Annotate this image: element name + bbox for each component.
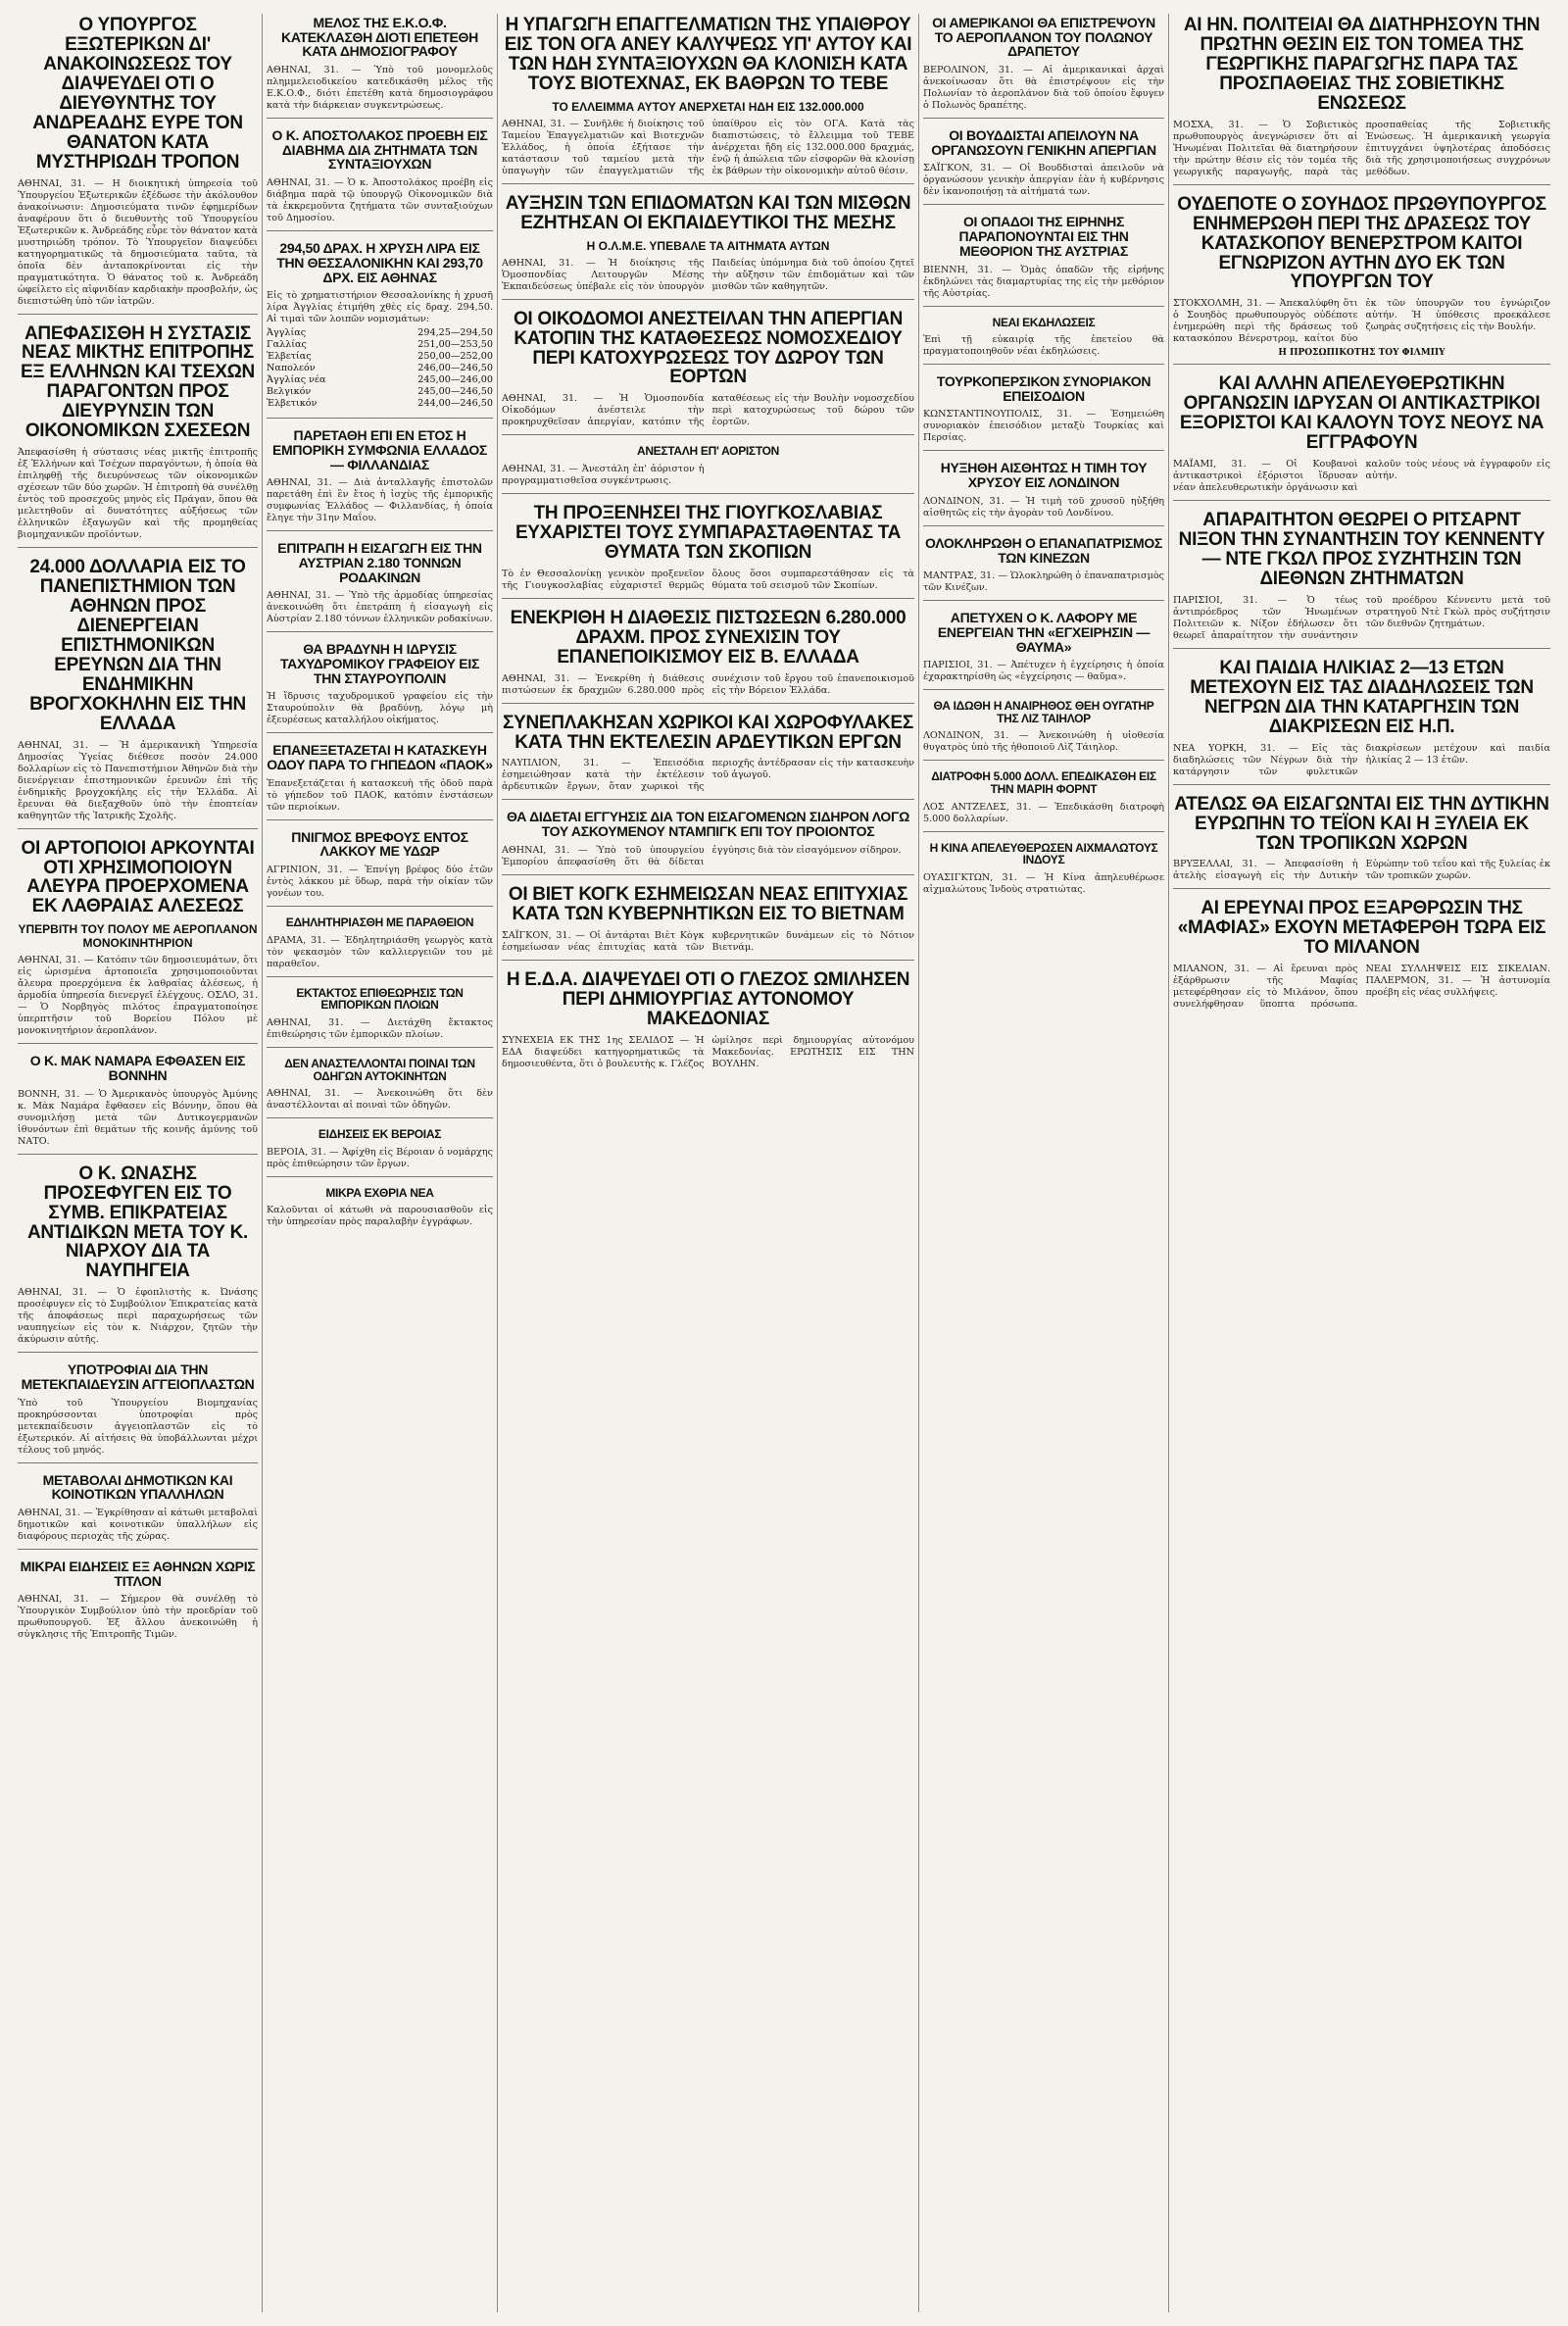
article-body: ΑΘΗΝΑΙ, 31. — Σήμερον θὰ συνέλθῃ τὸ Ὑπουργικὸν Συμβούλιον ὑπὸ τὴν προεδρίαν τοῦ πρωθυπουργοῦ. Ἐξ ἄλλου ἀνεκοινώθη ἡ σύγκλησις τῆς Ἐπιτροπῆς Τιμῶν. <box>18 1594 258 1641</box>
article-headline: ΠΝΙΓΜΟΣ ΒΡΕΦΟΥΣ ΕΝΤΟΣ ΛΑΚΚΟΥ ΜΕ ΥΔΩΡ <box>291 828 468 860</box>
article-body: ΜΙΛΑΝΟΝ, 31. — Αἱ ἔρευναι πρὸς ἐξάρθρωσιν τῆς Μαφίας μετεφέρθησαν εἰς τὸ Μιλάνον, ὅπου συνελήφθησαν ὕποπτα πρόσωπα. ΝΕΑΙ ΣΥΛΛΗΨΕΙΣ ΕΙΣ ΣΙΚΕΛΙΑΝ. ΠΑΛΕΡΜΟΝ, 31. — Ἡ ἀστυνομία προέβη εἰς νέας συλλήψεις. <box>1173 964 1550 1011</box>
article-body: Ἐπὶ τῇ εὐκαιρίᾳ τῆς ἐπετείου θὰ πραγματοποιηθοῦν νέαι ἐκδηλώσεις. <box>923 334 1164 358</box>
article-headline: ΠΑΡΕΤΑΘΗ ΕΠΙ ΕΝ ΕΤΟΣ Η ΕΜΠΟΡΙΚΗ ΣΥΜΦΩΝΙΑ ΕΛΛΑΔΟΣ — ΦΙΛΛΑΝΔΙΑΣ <box>271 427 488 472</box>
article-headline: ΑΠΕΦΑΣΙΣΘΗ Η ΣΥΣΤΑΣΙΣ ΝΕΑΣ ΜΙΚΤΗΣ ΕΠΙΤΡΟΠΗΣ ΕΞ ΕΛΛΗΝΩΝ ΚΑΙ ΤΣΕΧΩΝ ΠΑΡΑΓΟΝΤΩΝ ΠΡΟΣ ΔΙΕΥΡΥΝΣΙΝ ΤΩΝ ΟΙΚΟΝΟΜΙΚΩΝ ΣΧΕΣΕΩΝ <box>21 322 255 442</box>
article <box>1173 16 1550 185</box>
article-headline: 24.000 ΔΟΛΛΑΡΙΑ ΕΙΣ ΤΟ ΠΑΝΕΠΙΣΤΗΜΙΟΝ ΤΩΝ ΑΘΗΝΩΝ ΠΡΟΣ ΔΙΕΝΕΡΓΕΙΑΝ ΕΠΙΣΤΗΜΟΝΙΚΩΝ ΕΡΕΥΝΩΝ ΔΙΑ ΤΗΝ ΕΝΔΗΜΙΚΗΝ ΒΡΟΓΧΟΚΗΛΗΝ ΕΙΣ ΤΗΝ ΕΛΛΑΔΑ <box>29 557 246 734</box>
article <box>923 16 1164 119</box>
article-headline: ΜΙΚΡΑ ΕΧΘΡΙΑ ΝΕΑ <box>325 1185 434 1200</box>
article-body: ΔΡΑΜΑ, 31. — Ἐδηλητηριάσθη γεωργὸς κατὰ τὸν ψεκασμὸν τῶν καλλιεργειῶν του μὲ παραθεῖον. <box>267 934 493 969</box>
article-body: ΑΘΗΝΑΙ, 31. — Η διοικητική ὑπηρεσία τοῦ Ὑπουργείου Ἐξωτερικῶν ἐξέδωσε τὴν ἀκόλουθον ἀνακοίνωσιν: Δημοσιεύματα τινῶν ἐφημερίδων ἀναφέρουν ὅτι ὁ διευθυντὴς τοῦ Ὑπουργείου Ἐξωτερικῶν κ. Ἀνδρεάδης εὗρε τὸν θάνατον κατὰ μυστηριώδη τρόπον. Τὸ Ὑπουργεῖον διαψεύδει κατηγορηματικῶς τὰ δημοσιεύματα ταῦτα, τὰ ὁποῖα δὲν ἀνταποκρίνονται εἰς τὴν πραγματικότητα. Ὁ θάνατος τοῦ κ. Ἀνδρεάδη ὠφείλετο εἰς αἰφνιδίαν καρδιακὴν προσβολήν, ὡς διεπιστώθη ὑπὸ τῶν ἰατρῶν. <box>18 177 258 307</box>
article-body: Καλοῦνται οἱ κάτωθι νὰ παρουσιασθοῦν εἰς τὴν ὑπηρεσίαν πρὸς παραλαβὴν ἐγγράφων. <box>267 1205 493 1228</box>
article-headline: ΟΛΟΚΛΗΡΩΘΗ Ο ΕΠΑΝΑΠΑΤΡΙΣΜΟΣ ΤΩΝ ΚΙΝΕΖΩΝ <box>924 534 1163 566</box>
article-body: Ἀπεφασίσθη ἡ σύστασις νέας μικτῆς ἐπιτροπῆς ἐξ Ἑλλήνων καὶ Τσέχων παραγόντων, ἡ ὁποία θὰ ἐπιληφθῇ τῆς διευρύνσεως τῶν οἰκονομικῶν σχέσεων τῶν δύο χωρῶν. Ἡ ἐπιτροπὴ θὰ συνέλθῃ ἐντὸς τοῦ προσεχοῦς μηνὸς εἰς Πράγαν, ὅπου θὰ μελετηθοῦν αἱ δυνατότητες αὐξήσεως τῶν ἑλληνικῶν ἐξαγωγῶν καὶ τῆς προμηθείας βιομηχανικῶν προϊόντων. <box>18 447 258 541</box>
article <box>923 842 1164 902</box>
article-headline: ΑΠΑΡΑΙΤΗΤΟΝ ΘΕΩΡΕΙ Ο ΡΙΤΣΑΡΝΤ ΝΙΞΟΝ ΤΗΝ ΣΥΝΑΝΤΗΣΙΝ ΤΟΥ ΚΕΝΝΕΝΤΥ — ΝΤΕ ΓΚΩΛ ΠΡΟΣ ΣΥΖΗΤΗΣΙΝ ΤΩΝ ΔΙΕΘΝΩΝ ΖΗΤΗΜΑΤΩΝ <box>1178 510 1545 589</box>
price-value: 246,00—246,50 <box>417 363 493 374</box>
article <box>502 16 914 184</box>
article-body: ΑΘΗΝΑΙ, 31. — Ὁ ἐφοπλιστὴς κ. Ὠνάσης προσέφυγεν εἰς τὸ Συμβούλιον Ἐπικρατείας κατὰ τῆς ἀποφάσεως περὶ παραχωρήσεως τῶν ναυπηγείων εἰς τὸν κ. Νιάρχον, ζητῶν τὴν ἀκύρωσιν αὐτῆς. <box>18 1287 258 1346</box>
article <box>502 970 914 1076</box>
article <box>923 128 1164 205</box>
price-row <box>267 386 493 398</box>
article-body: ΝΕΑ ΥΟΡΚΗ, 31. — Εἰς τὰς διαδηλώσεις τῶν Νέγρων διὰ τὴν κατάργησιν τῶν φυλετικῶν διακρίσεων μετέχουν καὶ παιδία ἡλικίας 2 — 13 ἐτῶν. <box>1173 742 1550 777</box>
article-headline: Η ΚΙΝΑ ΑΠΕΛΕΥΘΕΡΩΣΕΝ ΑΙΧΜΑΛΩΤΟΥΣ ΙΝΔΟΥΣ <box>929 840 1158 867</box>
column-3 <box>497 14 918 2312</box>
article-body: ΣΑΪΓΚΟΝ, 31. — Οἱ Βουδδισταὶ ἀπειλοῦν νὰ ὀργανώσουν γενικὴν ἀπεργίαν ἐὰν ἡ κυβέρνησις δὲν ἱκανοποιήσῃ τὰ αἰτήματά των. <box>923 163 1164 198</box>
article-body: ΑΘΗΝΑΙ, 31. — Ἡ ἀμερικανικὴ Ὑπηρεσία Δημοσίας Ὑγείας διέθεσε ποσὸν 24.000 δολλαρίων εἰς τὸ Πανεπιστήμιον Ἀθηνῶν διὰ τὴν διενέργειαν ἐπιστημονικῶν ἐρευνῶν ἐπὶ τῆς ἐνδημικῆς βρογχοκήλης εἰς τὴν Ἑλλάδα. Αἱ ἔρευναι θὰ διεξαχθοῦν ὑπὸ τὴν ἐποπτείαν καθηγητῶν τῆς Ἰατρικῆς Σχολῆς. <box>18 739 258 821</box>
price-label: Ἑλβετίας <box>267 351 312 363</box>
price-value: 250,00—252,00 <box>417 351 493 363</box>
article <box>502 445 914 494</box>
article-body: ΑΘΗΝΑΙ, 31. — Διὰ ἀνταλλαγῆς ἐπιστολῶν παρετάθη ἐπὶ ἓν ἔτος ἡ ἰσχὺς τῆς ἐμπορικῆς συμφωνίας Ἑλλάδος — Φιλλανδίας, ἡ ὁποία ἔληγε τὴν 31ην Μαΐου. <box>267 477 493 524</box>
article-body: ΑΘΗΝΑΙ, 31. — Ἀνεκοινώθη ὅτι δὲν ἀναστέλλονται αἱ ποιναὶ τῶν ὁδηγῶν. <box>267 1088 493 1112</box>
article <box>923 374 1164 451</box>
article-body: ΑΘΗΝΑΙ, 31. — Διετάχθη ἔκτακτος ἐπιθεώρησις τῶν ἐμπορικῶν πλοίων. <box>267 1016 493 1040</box>
article-headline: ΟΙ ΑΜΕΡΙΚΑΝΟΙ ΘΑ ΕΠΙΣΤΡΕΨΟΥΝ ΤΟ ΑΕΡΟΠΛΑΝΟΝ ΤΟΥ ΠΟΛΩΝΟΥ ΔΡΑΠΕΤΟΥ <box>932 15 1155 60</box>
article <box>267 987 493 1048</box>
article-headline: ΚΑΙ ΠΑΙΔΙΑ ΗΛΙΚΙΑΣ 2—13 ΕΤΩΝ ΜΕΤΕΧΟΥΝ ΕΙΣ ΤΑΣ ΔΙΑΔΗΛΩΣΕΙΣ ΤΩΝ ΝΕΓΡΩΝ ΔΙΑ ΤΗΝ ΚΑΤΑΡΓΗΣΙΝ ΤΩΝ ΔΙΑΚΡΙΣΕΩΝ ΕΙΣ Η.Π. <box>1190 657 1534 737</box>
column-4 <box>918 14 1168 2312</box>
article <box>502 714 914 801</box>
article-body: ΑΘΗΝΑΙ, 31. — Ἐνεκρίθη ἡ διάθεσις πιστώσεων ἐκ δραχμῶν 6.280.000 πρὸς συνέχισιν τοῦ ἔργου τοῦ ἐπανεποικισμοῦ εἰς τὴν Βόρειον Ἑλλάδα. <box>502 672 914 696</box>
article-headline: Η ΥΠΑΓΩΓΗ ΕΠΑΓΓΕΛΜΑΤΙΩΝ ΤΗΣ ΥΠΑΙΘΡΟΥ ΕΙΣ ΤΟΝ ΟΓΑ ΑΝΕΥ ΚΑΛΥΨΕΩΣ ΥΠ' ΑΥΤΟΥ ΚΑΙ ΤΩΝ ΗΔΗ ΣΥΝΤΑΞΙΟΥΧΩΝ ΘΑ ΚΛΟΝΙΣΗ ΚΑΤΑ ΤΟΥΣ ΒΙΟΤΕΧΝΑΣ, ΕΚ ΒΑΘΡΩΝ ΤΟ ΤΕΒΕ <box>504 15 912 94</box>
price-label: Ἀγγλίας <box>267 327 307 339</box>
article-body: ΛΟΣ ΑΝΤΖΕΛΕΣ, 31. — Ἐπεδικάσθη διατροφὴ 5.000 δολλαρίων. <box>923 801 1164 824</box>
article <box>267 128 493 231</box>
article <box>923 461 1164 525</box>
article-body: ΑΘΗΝΑΙ, 31. — Ἀνεστάλη ἐπ' ἀόριστον ἡ προγραμματισθεῖσα συγκέντρωσις. <box>502 463 705 486</box>
article-headline: ΟΙ ΒΟΥΔΔΙΣΤΑΙ ΑΠΕΙΛΟΥΝ ΝΑ ΟΡΓΑΝΩΣΟΥΝ ΓΕΝΙΚΗΝ ΑΠΕΡΓΙΑΝ <box>931 127 1156 158</box>
article-headline: Ο ΥΠΟΥΡΓΟΣ ΕΞΩΤΕΡΙΚΩΝ ΔΙ' ΑΝΑΚΟΙΝΩΣΕΩΣ ΤΟΥ ΔΙΑΨΕΥΔΕΙ ΟΤΙ Ο ΔΙΕΥΘΥΝΤΗΣ ΤΟΥ ΑΝΔΡΕΑΔΗΣ ΕΥΡΕ ΤΟΝ ΘΑΝΑΤΟΝ ΚΑΤΑ ΜΥΣΤΗΡΙΩΔΗ ΤΡΟΠΟΝ <box>32 15 243 173</box>
article-headline: ΕΚΤΑΚΤΟΣ ΕΠΙΘΕΩΡΗΣΙΣ ΤΩΝ ΕΜΠΟΡΙΚΩΝ ΠΛΟΙΩΝ <box>296 985 464 1013</box>
article-body: ΝΑΥΠΛΙΟΝ, 31. — Ἐπεισόδια ἐσημειώθησαν κατὰ τὴν ἐκτέλεσιν ἀρδευτικῶν ἔργων, ὅταν χωρικοὶ τῆς περιοχῆς ἀντέδρασαν εἰς τὴν κατασκευὴν τοῦ ἀγωγοῦ. <box>502 758 914 793</box>
article-headline: ΑΥΞΗΣΙΝ ΤΩΝ ΕΠΙΔΟΜΑΤΩΝ ΚΑΙ ΤΩΝ ΜΙΣΘΩΝ ΕΖΗΤΗΣΑΝ ΟΙ ΕΚΠΑΙΔΕΥΤΙΚΟΙ ΤΗΣ ΜΕΣΗΣ <box>505 192 911 233</box>
article-body: ΑΘΗΝΑΙ, 31. — Συνῆλθε ἡ διοίκησις τοῦ Ταμείου Ἐπαγγελματιῶν καὶ Βιοτεχνῶν Ἑλλάδος, ἡ ὁποία ἐξήτασε τὴν κατάστασιν τοῦ ταμείου μετὰ τὴν ὑπαγωγὴν τῶν ἐπαγγελματιῶν τῆς ὑπαίθρου εἰς τὸν ΟΓΑ. Κατὰ τὰς διαπιστώσεις, τὸ ἔλλειμμα τοῦ ΤΕΒΕ ἀνέρχεται ἤδη εἰς 132.000.000 δραχμάς, ἐνῷ ἡ ἀπώλεια τῶν εἰσφορῶν θὰ κλονίσῃ ἐκ βάθρων τὴν οἰκονομικὴν αὐτοῦ θέσιν. <box>502 118 914 176</box>
price-row <box>267 398 493 410</box>
article <box>18 1054 258 1154</box>
article-body: ΜΑΝΤΡΑΣ, 31. — Ὡλοκληρώθη ὁ ἐπαναπατρισμὸς τῶν Κινέζων. <box>923 570 1164 594</box>
article-body: ΣΤΟΚΧΟΛΜΗ, 31. — Ἀπεκαλύφθη ὅτι ὁ Σουηδὸς πρωθυπουργὸς οὐδέποτε ἐνημερώθη περὶ τῆς δράσεως τοῦ κατασκόπου Βένερστρομ, καίτοι δύο ἐκ τῶν ὑπουργῶν του ἐγνώριζον αὐτήν. Ἡ ὑπόθεσις προεκάλεσε ζωηρὰς συζητήσεις εἰς τὴν Βουλήν. <box>1173 298 1550 345</box>
article-headline: ΕΠΑΝΕΞΕΤΑΖΕΤΑΙ Η ΚΑΤΑΣΚΕΥΗ ΟΔΟΥ ΠΑΡΑ ΤΟ ΓΗΠΕΔΟΝ «ΠΑΟΚ» <box>267 742 493 773</box>
price-value: 244,00—246,50 <box>417 398 493 410</box>
article <box>1173 795 1550 890</box>
article-body: ΑΘΗΝΑΙ, 31. — Ὑπὸ τοῦ ὑπουργείου Ἐμπορίου ἀπεφασίσθη ὅτι θὰ δίδεται ἐγγύησις διὰ τὸν εἰσαγόμενον σίδηρον. <box>502 844 902 867</box>
article-body: ΑΘΗΝΑΙ, 31. — Ὑπὸ τῆς ἀρμοδίας ὑπηρεσίας ἀνεκοινώθη ὅτι ἐπετράπη ἡ εἰσαγωγὴ εἰς Αὐστρίαν 2.180 τόννων ἑλληνικῶν ροδακίνων. <box>267 590 493 625</box>
article-headline: ΕΙΔΗΣΕΙΣ ΕΚ ΒΕΡΟΙΑΣ <box>318 1127 442 1142</box>
newspaper-page <box>14 14 1554 2312</box>
article-headline: ΚΑΙ ΑΛΛΗΝ ΑΠΕΛΕΥΘΕΡΩΤΙΚΗΝ ΟΡΓΑΝΩΣΙΝ ΙΔΡΥΣΑΝ ΟΙ ΑΝΤΙΚΑΣΤΡΙΚΟΙ ΕΞΟΡΙΣΤΟΙ ΚΑΙ ΚΑΛΟΥΝ ΤΟΥΣ ΝΕΟΥΣ ΝΑ ΕΓΓΡΑΦΟΥΝ <box>1179 373 1544 454</box>
article <box>923 215 1164 306</box>
article-headline: Ο Κ. ΩΝΑΣΗΣ ΠΡΟΣΕΦΥΓΕΝ ΕΙΣ ΤΟ ΣΥΜΒ. ΕΠΙΚΡΑΤΕΙΑΣ ΑΝΤΙΔΙΚΩΝ ΜΕΤΑ ΤΟΥ Κ. ΝΙΑΡΧΟΥ ΔΙΑ ΤΑ ΝΑΥΠΗΓΕΙΑ <box>26 1163 249 1282</box>
price-row <box>267 339 493 351</box>
article <box>18 839 258 1045</box>
article <box>18 1473 258 1550</box>
article-headline: ΜΙΚΡΑΙ ΕΙΔΗΣΕΙΣ ΕΞ ΑΘΗΝΩΝ ΧΩΡΙΣ ΤΙΤΛΟΝ <box>20 1559 256 1589</box>
article <box>18 16 258 315</box>
price-value: 245,00—246,50 <box>417 386 493 398</box>
price-label: Γαλλίας <box>267 339 307 351</box>
article-body: ΑΘΗΝΑΙ, 31. — Ἐγκρίθησαν αἱ κάτωθι μεταβολαὶ δημοτικῶν καὶ κοινοτικῶν ὑπαλλήλων εἰς διαφόρους περιοχὰς τῆς χώρας. <box>18 1508 258 1543</box>
price-row <box>267 374 493 386</box>
price-list <box>267 327 493 410</box>
article-subhead: ΥΠΕΡΒΙΤΗ ΤΟΥ ΠΟΛΟΥ ΜΕ ΑΕΡΟΠΛΑΝΟΝ ΜΟΝΟΚΙΝΗΤΗΡΙΟΝ <box>18 922 258 951</box>
article-headline: ΟΙ ΟΠΑΔΟΙ ΤΗΣ ΕΙΡΗΝΗΣ ΠΑΡΑΠΟΝΟΥΝΤΑΙ ΕΙΣ ΤΗΝ ΜΕΘΟΡΙΟΝ ΤΗΣ ΑΥΣΤΡΙΑΣ <box>958 214 1129 259</box>
article <box>923 317 1164 366</box>
article-headline: ΘΑ ΙΔΩΘΗ Η ΑΝΑΙΡΗΘΟΣ ΘΕΗ ΟΥΓΑΤΗΡ ΤΗΣ ΛΙΖ ΤΑΙΗΛΟΡ <box>933 699 1154 725</box>
article-headline: Ο Κ. ΜΑΚ ΝΑΜΑΡΑ ΕΦΘΑΣΕΝ ΕΙΣ ΒΟΝΝΗΝ <box>29 1053 246 1083</box>
article-headline: ΑΠΕΤΥΧΕΝ Ο Κ. ΛΑΦΟΡΥ ΜΕ ΕΝΕΡΓΕΙΑΝ ΤΗΝ «ΕΓΧΕΙΡΗΣΙΝ — ΘΑΥΜΑ» <box>937 610 1151 655</box>
article-headline: ΟΙ ΑΡΤΟΠΟΙΟΙ ΑΡΚΟΥΝΤΑΙ ΟΤΙ ΧΡΗΣΙΜΟΠΟΙΟΥΝ ΑΛΕΥΡΑ ΠΡΟΕΡΧΟΜΕΝΑ ΕΚ ΛΑΘΡΑΙΑΣ ΑΛΕΣΕΩΣ <box>21 837 255 917</box>
price-value: 294,25—294,50 <box>417 327 493 339</box>
article-headline: ΟΥΔΕΠΟΤΕ Ο ΣΟΥΗΔΟΣ ΠΡΩΘΥΠΟΥΡΓΟΣ ΕΝΗΜΕΡΩΘΗ ΠΕΡΙ ΤΗΣ ΔΡΑΣΕΩΣ ΤΟΥ ΚΑΤΑΣΚΟΠΟΥ ΒΕΝΕΡΣΤΡΟΜ ΚΑΙΤΟΙ ΕΓΝΩΡΙΖΟΝ ΑΥΤΗΝ ΔΥΟ ΕΚ ΤΩΝ ΥΠΟΥΡΓΩΝ ΤΟΥ <box>1177 193 1546 293</box>
article-headline: ΜΕΛΟΣ ΤΗΣ Ε.Κ.Ο.Φ. ΚΑΤΕΚΛΑΣΘΗ ΔΙΟΤΙ ΕΠΕΤΕΘΗ ΚΑΤΑ ΔΗΜΟΣΙΟΓΡΑΦΟΥ <box>281 15 478 60</box>
article-headline: ΘΑ ΒΡΑΔΥΝΗ Η ΙΔΡΥΣΙΣ ΤΑΧΥΔΡΟΜΙΚΟΥ ΓΡΑΦΕΙΟΥ ΕΙΣ ΤΗΝ ΣΤΑΥΡΟΥΠΟΛΙΝ <box>279 641 480 686</box>
article <box>502 609 914 704</box>
article <box>267 1128 493 1177</box>
article <box>502 310 914 436</box>
article-body: ΑΓΡΙΝΙΟΝ, 31. — Ἐπνίγη βρέφος δύο ἐτῶν ἐντὸς λάκκου μὲ ὕδωρ, παρὰ τὴν οἰκίαν τῶν γονέων του. <box>267 865 493 900</box>
price-label: Βελγικόν <box>267 386 312 398</box>
article-body: ΣΥΝΕΧΕΙΑ ΕΚ ΤΗΣ 1ης ΣΕΛΙΔΟΣ — Ἡ ΕΔΑ διαψεύδει κατηγορηματικῶς τὰ δημοσιευθέντα, ὅτι ὁ βουλευτὴς κ. Γλέζος ὡμίλησε περὶ δημιουργίας αὐτονόμου Μακεδονίας. ΕΡΩΤΗΣΙΣ ΕΙΣ ΤΗΝ ΒΟΥΛΗΝ. <box>502 1034 914 1069</box>
article-body: ΒΡΥΞΕΛΛΑΙ, 31. — Ἀπεφασίσθη ἡ ἀτελὴς εἰσαγωγὴ εἰς τὴν Δυτικὴν Εὐρώπην τοῦ τεΐου καὶ τῆς ξυλείας ἐκ τῶν τροπικῶν χωρῶν. <box>1173 859 1550 882</box>
article <box>502 194 914 300</box>
article-body: Τὸ ἐν Θεσσαλονίκῃ γενικὸν προξενεῖον τῆς Γιουγκοσλαβίας εὐχαριστεῖ θερμῶς ὅλους ὅσοι συμπαρεστάθησαν εἰς τὰ θύματα τοῦ σεισμοῦ τῶν Σκοπίων. <box>502 568 914 591</box>
column-2 <box>262 14 497 2312</box>
article <box>267 743 493 819</box>
article <box>502 504 914 599</box>
article <box>923 700 1164 761</box>
article-headline: ΑΙ ΗΝ. ΠΟΛΙΤΕΙΑΙ ΘΑ ΔΙΑΤΗΡΗΣΟΥΝ ΤΗΝ ΠΡΩΤΗΝ ΘΕΣΙΝ ΕΙΣ ΤΟΝ ΤΟΜΕΑ ΤΗΣ ΓΕΩΡΓΙΚΗΣ ΠΑΡΑΓΩΓΗΣ ΠΑΡΑ ΤΑΣ ΠΡΟΣΠΑΘΕΙΑΣ ΤΗΣ ΣΟΒΙΕΤΙΚΗΣ ΕΝΩΣΕΩΣ <box>1183 15 1541 114</box>
article-body: ΛΟΝΔΙΝΟΝ, 31. — Ἀνεκοινώθη ἡ υἱοθεσία θυγατρὸς ὑπὸ τῆς ἠθοποιοῦ Λὶζ Τάιηλορ. <box>923 730 1164 754</box>
article-body: ΜΟΣΧΑ, 31. — Ὁ Σοβιετικὸς πρωθυπουργὸς ἀνεγνώρισεν ὅτι αἱ Ἡνωμέναι Πολιτεῖαι θὰ διατηρήσουν τὴν πρώτην θέσιν εἰς τὸν τομέα τῆς γεωργικῆς παραγωγῆς, παρὰ τὰς προσπαθείας τῆς Σοβιετικῆς Ἑνώσεως. Ἡ ἀμερικανικὴ γεωργία ἐπιτυγχάνει ὑψηλοτέρας ἀποδόσεις διὰ τῆς χρησιμοποιήσεως συγχρόνων μεθόδων. <box>1173 119 1550 177</box>
article-headline: ΣΥΝΕΠΛΑΚΗΣΑΝ ΧΩΡΙΚΟΙ ΚΑΙ ΧΩΡΟΦΥΛΑΚΕΣ ΚΑΤΑ ΤΗΝ ΕΚΤΕΛΕΣΙΝ ΑΡΔΕΥΤΙΚΩΝ ΕΡΓΩΝ <box>503 712 913 753</box>
article-headline: ΕΝΕΚΡΙΘΗ Η ΔΙΑΘΕΣΙΣ ΠΙΣΤΩΣΕΩΝ 6.280.000 ΔΡΑΧΜ. ΠΡΟΣ ΣΥΝΕΧΙΣΙΝ ΤΟΥ ΕΠΑΝΕΠΟΙΚΙΣΜΟΥ ΕΙΣ Β. ΕΛΛΑΔΑ <box>510 607 906 668</box>
article-headline: ΔΙΑΤΡΟΦΗ 5.000 ΔΟΛΛ. ΕΠΕΔΙΚΑΣΘΗ ΕΙΣ ΤΗΝ ΜΑΡΙΗ ΦΟΡΝΤ <box>931 769 1156 797</box>
column-1 <box>14 14 262 2312</box>
article <box>267 16 493 119</box>
article-body: ΠΑΡΙΣΙΟΙ, 31. — Ὁ τέως ἀντιπρόεδρος τῶν Ἡνωμένων Πολιτειῶν κ. Νίξον ἐδήλωσεν ὅτι θεωρεῖ ἀπαραίτητον τὴν συνάντησιν τοῦ προέδρου Κέννεντυ μετὰ τοῦ στρατηγοῦ Ντὲ Γκὼλ πρὸς συζήτησιν τῶν διεθνῶν ζητημάτων. <box>1173 594 1550 641</box>
article <box>18 558 258 828</box>
article-body: ΑΘΗΝΑΙ, 31. — Ἡ διοίκησις τῆς Ὁμοσπονδίας Λειτουργῶν Μέσης Ἐκπαιδεύσεως ὑπέβαλε εἰς τὸν ὑπουργὸν Παιδείας ὑπόμνημα διὰ τοῦ ὁποίου ζητεῖ τὴν αὔξησιν τῶν ἐπιδομάτων καὶ τῶν μισθῶν τῶν καθηγητῶν. <box>502 257 914 292</box>
article-headline: ΔΕΝ ΑΝΑΣΤΕΛΛΟΝΤΑΙ ΠΟΙΝΑΙ ΤΩΝ ΟΔΗΓΩΝ ΑΥΤΟΚΙΝΗΤΩΝ <box>284 1056 475 1083</box>
article-body: ΟΥΑΣΙΓΚΤΩΝ, 31. — Ἡ Κίνα ἀπηλευθέρωσε αἰχμαλώτους Ἰνδοὺς στρατιώτας. <box>923 871 1164 895</box>
article-headline: ΑΙ ΕΡΕΥΝΑΙ ΠΡΟΣ ΕΞΑΡΘΡΩΣΙΝ ΤΗΣ «ΜΑΦΙΑΣ» ΕΧΟΥΝ ΜΕΤΑΦΕΡΘΗ ΤΩΡΑ ΕΙΣ ΤΟ ΜΙΛΑΝΟΝ <box>1177 898 1546 959</box>
article <box>923 536 1164 601</box>
article-body: ΒΙΕΝΝΗ, 31. — Ὁμὰς ὀπαδῶν τῆς εἰρήνης ἐκδηλώνει τὰς διαμαρτυρίας της εἰς τὴν μεθόριον τῆς Αὐστρίας. <box>923 264 1164 299</box>
article-headline: ΑΤΕΛΩΣ ΘΑ ΕΙΣΑΓΩΝΤΑΙ ΕΙΣ ΤΗΝ ΔΥΤΙΚΗΝ ΕΥΡΩΠΗΝ ΤΟ ΤΕΪΟΝ ΚΑΙ Η ΞΥΛΕΙΑ ΕΚ ΤΩΝ ΤΡΟΠΙΚΩΝ ΧΩΡΩΝ <box>1174 793 1549 854</box>
article-body: ΚΩΝΣΤΑΝΤΙΝΟΥΠΟΛΙΣ, 31. — Ἐσημειώθη συνοριακὸν ἐπεισόδιον μεταξὺ Τουρκίας καὶ Περσίας. <box>923 409 1164 444</box>
article-headline: ΗΥΞΗΘΗ ΑΙΣΘΗΤΩΣ Η ΤΙΜΗ ΤΟΥ ΧΡΥΣΟΥ ΕΙΣ ΛΟΝΔΙΝΟΝ <box>940 460 1148 491</box>
article <box>267 1058 493 1118</box>
article-body: ΠΑΡΙΣΙΟΙ, 31. — Ἀπέτυχεν ἡ ἐγχείρησις ἡ ὁποία ἐχαρακτηρίσθη ὡς «ἐγχείρησις — θαῦμα». <box>923 660 1164 683</box>
price-label: Ναπολεόν <box>267 363 316 374</box>
price-row <box>267 327 493 339</box>
article <box>267 541 493 632</box>
article <box>18 324 258 549</box>
article-headline: ΘΑ ΔΙΔΕΤΑΙ ΕΓΓΥΗΣΙΣ ΔΙΑ ΤΟΝ ΕΙΣΑΓΟΜΕΝΩΝ ΣΙΔΗΡΟΝ ΛΟΓΩ ΤΟΥ ΑΣΚΟΥΜΕΝΟΥ ΝΤΑΜΠΙΓΚ ΕΠΙ ΤΟΥ ΠΡΟΙΟΝΤΟΣ <box>506 809 909 840</box>
article <box>18 1362 258 1462</box>
article <box>267 916 493 977</box>
article <box>1173 511 1550 649</box>
price-label: Ἑλβετικόν <box>267 398 318 410</box>
article-headline: ΑΝΕΣΤΑΛΗ ΕΠ' ΑΟΡΙΣΤΟΝ <box>636 444 780 459</box>
article <box>502 810 914 874</box>
article <box>502 885 914 961</box>
article-body: ΛΟΝΔΙΝΟΝ, 31. — Ἡ τιμὴ τοῦ χρυσοῦ ηὐξήθη αἰσθητῶς εἰς τὴν ἀγορὰν τοῦ Λονδίνου. <box>923 495 1164 519</box>
article-subhead: Η Ο.Λ.Μ.Ε. ΥΠΕΒΑΛΕ ΤΑ ΑΙΤΗΜΑΤΑ ΑΥΤΩΝ <box>586 238 830 253</box>
article-headline: ΤΗ ΠΡΟΞΕΝΗΣΕΙ ΤΗΣ ΓΙΟΥΓΚΟΣΛΑΒΙΑΣ ΕΥΧΑΡΙΣΤΕΙ ΤΟΥΣ ΣΥΜΠΑΡΑΣΤΑΘΕΝΤΑΣ ΤΑ ΘΥΜΑΤΑ ΤΩΝ ΣΚΟΠΙΩΝ <box>514 502 902 563</box>
article <box>1173 195 1550 366</box>
article-body: ΑΘΗΝΑΙ, 31. — Ὁ κ. Ἀποστολάκος προέβη εἰς διάβημα παρὰ τῷ ὑπουργῷ Οἰκονομικῶν διὰ τὰ ἐκκρεμοῦντα ζητήματα τῶν συνταξιούχων τοῦ Δημοσίου. <box>267 177 493 224</box>
article <box>18 1164 258 1354</box>
article-subhead: ΤΟ ΕΛΛΕΙΜΜΑ ΑΥΤΟΥ ΑΝΕΡΧΕΤΑΙ ΗΔΗ ΕΙΣ 132.000.000 <box>552 99 864 114</box>
article-headline: ΜΕΤΑΒΟΛΑΙ ΔΗΜΟΤΙΚΩΝ ΚΑΙ ΚΟΙΝΟΤΙΚΩΝ ΥΠΑΛΛΗΛΩΝ <box>42 1471 233 1503</box>
article <box>923 770 1164 831</box>
article-body: ΜΑΪΑΜΙ, 31. — Οἱ Κουβανοὶ ἀντικαστρικοὶ ἐξόριστοι ἵδρυσαν νέαν ἀπελευθερωτικὴν ὀργάνωσιν καὶ καλοῦν τοὺς νέους νὰ ἐγγραφοῦν εἰς αὐτήν. <box>1173 459 1550 494</box>
article <box>1173 899 1550 1016</box>
article <box>1173 374 1550 501</box>
article-body: Ἡ ἵδρυσις ταχυδρομικοῦ γραφείου εἰς τὴν Σταυρούπολιν θὰ βραδύνῃ, λόγῳ μὴ ἐξευρέσεως καταλλήλου οἰκήματος. <box>267 691 493 726</box>
price-row <box>267 363 493 374</box>
article-headline: ΝΕΑΙ ΕΚΔΗΛΩΣΕΙΣ <box>992 315 1096 329</box>
article <box>1173 659 1550 785</box>
article-body: ΑΘΗΝΑΙ, 31. — Ἡ Ὁμοσπονδία Οἰκοδόμων ἀνέστειλε τὴν προκηρυχθεῖσαν ἀπεργίαν, κατόπιν τῆς καταθέσεως εἰς τὴν Βουλὴν νομοσχεδίου περὶ κατοχυρώσεως τοῦ δώρου τῶν ἑορτῶν. <box>502 393 914 428</box>
column-5 <box>1168 14 1554 2312</box>
article-body: Εἰς τὸ χρηματιστήριον Θεσσαλονίκης ἡ χρυσῆ λίρα Ἀγγλίας ἐτιμήθη χθὲς εἰς δραχ. 294,50. Αἱ τιμαὶ τῶν λοιπῶν νομισμάτων: <box>267 290 493 325</box>
article-body: Ὑπὸ τοῦ Ὑπουργείου Βιομηχανίας προκηρύσσονται ὑποτροφίαι πρὸς μετεκπαίδευσιν ἀγγειοπλαστῶν εἰς τὸ ἐξωτερικόν. Αἱ αἰτήσεις θὰ ὑποβάλλωνται μέχρι τέλους τοῦ μηνός. <box>18 1397 258 1456</box>
price-label: Ἀγγλίας νέα <box>267 374 326 386</box>
article-headline: ΟΙ ΒΙΕΤ ΚΟΓΚ ΕΣΗΜΕΙΩΣΑΝ ΝΕΑΣ ΕΠΙΤΥΧΙΑΣ ΚΑΤΑ ΤΩΝ ΚΥΒΕΡΝΗΤΙΚΩΝ ΕΙΣ ΤΟ ΒΙΕΤΝΑΜ <box>508 883 908 924</box>
article-headline: ΤΟΥΡΚΟΠΕΡΣΙΚΟΝ ΣΥΝΟΡΙΑΚΟΝ ΕΠΕΙΣΟΔΙΟΝ <box>936 373 1152 404</box>
price-value: 251,00—253,50 <box>417 339 493 351</box>
article <box>18 1559 258 1647</box>
price-row <box>267 351 493 363</box>
article-body: Ἐπανεξετάζεται ἡ κατασκευὴ τῆς ὁδοῦ παρὰ τὸ γήπεδον τοῦ ΠΑΟΚ, κατόπιν ἐνστάσεων τῶν περιοίκων. <box>267 777 493 813</box>
article <box>267 642 493 733</box>
article-headline: ΥΠΟΤΡΟΦΙΑΙ ΔΙΑ ΤΗΝ ΜΕΤΕΚΠΑΙΔΕΥΣΙΝ ΑΓΓΕΙΟΠΛΑΣΤΩΝ <box>21 1361 255 1392</box>
article-body: ΣΑΪΓΚΟΝ, 31. — Οἱ ἀντάρται Βιὲτ Κὸγκ ἐσημείωσαν νέας ἐπιτυχίας κατὰ τῶν κυβερνητικῶν δυνάμεων εἰς τὸ Νότιον Βιετνάμ. <box>502 929 914 953</box>
article-body: ΑΘΗΝΑΙ, 31. — Κατόπιν τῶν δημοσιευμάτων, ὅτι εἰς ὡρισμένα ἀρτοποιεῖα χρησιμοποιοῦνται ἄλευρα προερχόμενα ἐκ λαθραίας ἀλέσεως, ἡ ἀρμοδία ὑπηρεσία διενεργεῖ ἐλέγχους. ΟΣΛΟ, 31. — Ὁ Νορβηγὸς πιλότος ἐπραγματοποίησε ὑπερπτῆσιν τοῦ Βορείου Πόλου μὲ μονοκινητήριον ἀεροπλάνον. <box>18 955 258 1037</box>
article-headline: Ο Κ. ΑΠΟΣΤΟΛΑΚΟΣ ΠΡΟΕΒΗ ΕΙΣ ΔΙΑΒΗΜΑ ΔΙΑ ΖΗΤΗΜΑΤΑ ΤΩΝ ΣΥΝΤΑΞΙΟΥΧΩΝ <box>271 127 488 173</box>
article-headline: Η Ε.Δ.Α. ΔΙΑΨΕΥΔΕΙ ΟΤΙ Ο ΓΛΕΖΟΣ ΩΜΙΛΗΣΕΝ ΠΕΡΙ ΔΗΜΙΟΥΡΓΙΑΣ ΑΥΤΟΝΟΜΟΥ ΜΑΚΕΔΟΝΙΑΣ <box>506 968 910 1029</box>
article-headline: ΕΔΗΛΗΤΗΡΙΑΣΘΗ ΜΕ ΠΑΡΑΘΕΙΟΝ <box>285 916 474 930</box>
article-body: ΒΕΡΟΛΙΝΟΝ, 31. — Αἱ ἀμερικανικαὶ ἀρχαὶ ἀνεκοίνωσαν ὅτι θὰ ἐπιστρέψουν εἰς τὴν Πολωνίαν τὸ ἀεροπλάνον διὰ τοῦ ὁποίου ἔφυγεν ὁ Πολωνὸς δραπέτης. <box>923 65 1164 112</box>
article-body: ΑΘΗΝΑΙ, 31. — Ὑπὸ τοῦ μονομελοῦς πλημμελειοδικείου κατεδικάσθη μέλος τῆς Ε.Κ.Ο.Φ., διότι ἐπετέθη κατὰ δημοσιογράφου κατὰ τὴν διάρκειαν συγκεντρώσεως. <box>267 65 493 112</box>
article <box>267 1187 493 1235</box>
article-headline: ΕΠΙΤΡΑΠΗ Η ΕΙΣΑΓΩΓΗ ΕΙΣ ΤΗΝ ΑΥΣΤΡΙΑΝ 2.180 ΤΟΝΝΩΝ ΡΟΔΑΚΙΝΩΝ <box>277 540 482 585</box>
article-body: ΒΟΝΝΗ, 31. — Ὁ Ἀμερικανὸς ὑπουργὸς Ἀμύνης κ. Μὰκ Ναμάρα ἔφθασεν εἰς Βόννην, ὅπου θὰ συνομιλήσῃ μετὰ τῶν Δυτικογερμανῶν ἰθυνόντων ἐπὶ θεμάτων τῆς κοινῆς ἀμύνης τοῦ ΝΑΤΟ. <box>18 1088 258 1147</box>
article-headline: ΟΙ ΟΙΚΟΔΟΜΟΙ ΑΝΕΣΤΕΙΛΑΝ ΤΗΝ ΑΠΕΡΓΙΑΝ ΚΑΤΟΠΙΝ ΤΗΣ ΚΑΤΑΘΕΣΕΩΣ ΝΟΜΟΣΧΕΔΙΟΥ ΠΕΡΙ ΚΑΤΟΧΥΡΩΣΕΩΣ ΤΟΥ ΔΩΡΟΥ ΤΩΝ ΕΟΡΤΩΝ <box>513 308 904 388</box>
article <box>267 241 493 419</box>
article-body: ΒΕΡΟΙΑ, 31. — Ἀφίχθη εἰς Βέροιαν ὁ νομάρχης πρὸς ἐπιθεώρησιν τῶν ἔργων. <box>267 1146 493 1169</box>
article-sign-off: Η ΠΡΟΣΩΠΙΚΟΤΗΣ ΤΟΥ ΦΙΛΜΠΥ <box>1278 348 1446 359</box>
article-headline: 294,50 ΔΡΑΧ. Η ΧΡΥΣΗ ΛΙΡΑ ΕΙΣ ΤΗΝ ΘΕΣΣΑΛΟΝΙΚΗΝ ΚΑΙ 293,70 ΔΡΧ. ΕΙΣ ΑΘΗΝΑΣ <box>276 240 483 285</box>
article <box>267 428 493 531</box>
article <box>923 611 1164 690</box>
price-value: 245,00—246,00 <box>417 374 493 386</box>
article <box>267 830 493 907</box>
